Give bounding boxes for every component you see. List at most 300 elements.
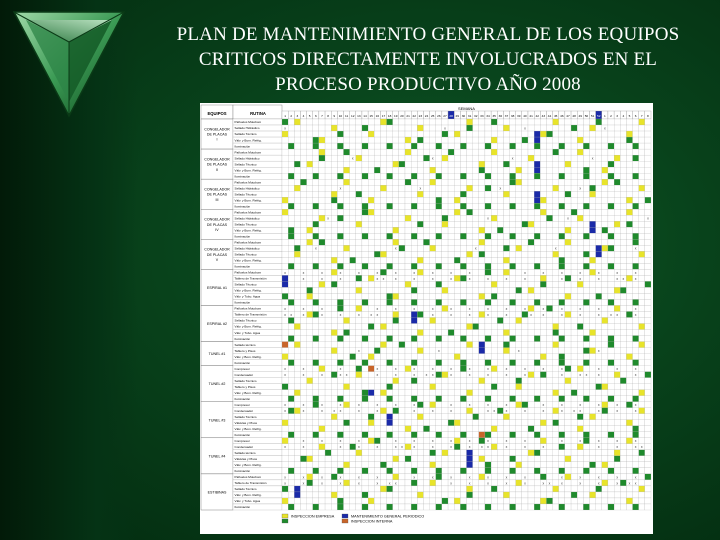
schedule-cell bbox=[362, 426, 368, 432]
schedule-cell bbox=[626, 462, 632, 468]
schedule-cell bbox=[448, 287, 454, 293]
schedule-cell bbox=[362, 167, 368, 173]
schedule-cell bbox=[307, 149, 313, 155]
schedule-cell bbox=[313, 318, 319, 324]
schedule-cell bbox=[362, 119, 368, 125]
schedule-cell bbox=[485, 239, 491, 245]
schedule-cell bbox=[522, 414, 528, 420]
schedule-cell bbox=[454, 131, 460, 137]
schedule-cell bbox=[503, 318, 509, 324]
schedule-cell bbox=[645, 131, 651, 137]
schedule-cell bbox=[565, 438, 571, 444]
schedule-cell bbox=[639, 420, 645, 426]
schedule-cell bbox=[288, 342, 294, 348]
schedule-cell bbox=[553, 348, 559, 354]
schedule-cell bbox=[485, 414, 491, 420]
schedule-cell bbox=[294, 311, 300, 317]
schedule-cell bbox=[510, 426, 516, 432]
schedule-cell bbox=[516, 408, 522, 414]
schedule-cell bbox=[430, 197, 436, 203]
schedule-cell bbox=[350, 480, 356, 486]
schedule-cell bbox=[583, 191, 589, 197]
schedule-cell bbox=[319, 432, 325, 438]
schedule-cell bbox=[313, 330, 319, 336]
schedule-cell bbox=[479, 275, 485, 281]
slide-title-line-1: PLAN DE MANTENIMIENTO GENERAL DE LOS EQUIPOS bbox=[176, 24, 680, 45]
schedule-mark: x bbox=[413, 276, 416, 281]
schedule-cell bbox=[448, 227, 454, 233]
schedule-cell bbox=[454, 173, 460, 179]
schedule-cell bbox=[356, 324, 362, 330]
schedule-cell bbox=[344, 354, 350, 360]
schedule-cell bbox=[282, 492, 288, 498]
schedule-cell bbox=[467, 197, 473, 203]
schedule-cell bbox=[300, 263, 306, 269]
schedule-cell bbox=[307, 203, 313, 209]
schedule-cell bbox=[473, 330, 479, 336]
schedule-cell bbox=[510, 414, 516, 420]
schedule-cell bbox=[423, 167, 429, 173]
schedule-mark: x bbox=[394, 246, 397, 251]
schedule-cell bbox=[620, 336, 626, 342]
schedule-cell bbox=[436, 227, 442, 233]
schedule-cell bbox=[614, 498, 620, 504]
schedule-cell bbox=[368, 468, 374, 474]
schedule-cell bbox=[485, 293, 491, 299]
schedule-cell bbox=[516, 143, 522, 149]
schedule-cell bbox=[393, 342, 399, 348]
schedule-cell bbox=[565, 456, 571, 462]
schedule-cell bbox=[313, 366, 319, 372]
schedule-cell bbox=[596, 227, 602, 233]
schedule-cell bbox=[485, 450, 491, 456]
schedule-cell bbox=[645, 438, 651, 444]
schedule-cell bbox=[590, 402, 596, 408]
schedule-mark: x bbox=[591, 156, 594, 161]
schedule-cell bbox=[479, 179, 485, 185]
schedule-cell bbox=[540, 197, 546, 203]
schedule-cell bbox=[546, 348, 552, 354]
schedule-cell bbox=[380, 125, 386, 131]
schedule-cell bbox=[565, 462, 571, 468]
schedule-cell bbox=[571, 342, 577, 348]
routine-label: Pañuelos Motobom bbox=[234, 270, 262, 275]
schedule-cell bbox=[368, 330, 374, 336]
schedule-cell bbox=[467, 354, 473, 360]
schedule-cell bbox=[350, 396, 356, 402]
schedule-cell bbox=[479, 462, 485, 468]
schedule-cell bbox=[344, 504, 350, 510]
week-number: 32 bbox=[473, 113, 478, 118]
schedule-cell bbox=[436, 143, 442, 149]
schedule-cell bbox=[362, 384, 368, 390]
schedule-cell bbox=[583, 354, 589, 360]
schedule-cell bbox=[608, 480, 614, 486]
schedule-mark: x bbox=[450, 276, 452, 281]
schedule-cell bbox=[460, 305, 466, 311]
schedule-mark: x bbox=[450, 367, 452, 372]
schedule-cell bbox=[473, 384, 479, 390]
schedule-cell bbox=[467, 293, 473, 299]
schedule-cell bbox=[282, 167, 288, 173]
schedule-cell bbox=[645, 480, 651, 486]
schedule-cell bbox=[423, 318, 429, 324]
schedule-cell bbox=[639, 305, 645, 311]
schedule-cell bbox=[393, 155, 399, 161]
schedule-cell bbox=[571, 119, 577, 125]
schedule-mark: x bbox=[376, 367, 379, 372]
schedule-cell bbox=[313, 474, 319, 480]
schedule-mark: x bbox=[431, 156, 434, 161]
schedule-cell bbox=[387, 318, 393, 324]
schedule-cell bbox=[448, 167, 454, 173]
schedule-cell bbox=[442, 227, 448, 233]
schedule-cell bbox=[417, 354, 423, 360]
schedule-cell bbox=[522, 311, 528, 317]
schedule-cell bbox=[374, 209, 380, 215]
schedule-cell bbox=[368, 209, 374, 215]
schedule-cell bbox=[423, 420, 429, 426]
schedule-cell bbox=[436, 462, 442, 468]
schedule-cell bbox=[442, 299, 448, 305]
schedule-cell bbox=[602, 366, 608, 372]
schedule-cell bbox=[430, 414, 436, 420]
schedule-cell bbox=[596, 420, 602, 426]
schedule-cell bbox=[583, 408, 589, 414]
schedule-cell bbox=[491, 143, 497, 149]
schedule-cell bbox=[362, 245, 368, 251]
schedule-cell bbox=[534, 360, 540, 366]
schedule-cell bbox=[522, 149, 528, 155]
schedule-cell bbox=[423, 336, 429, 342]
schedule-cell bbox=[645, 155, 651, 161]
schedule-cell bbox=[454, 305, 460, 311]
schedule-cell bbox=[614, 492, 620, 498]
schedule-cell bbox=[423, 456, 429, 462]
schedule-cell bbox=[344, 318, 350, 324]
schedule-cell bbox=[423, 203, 429, 209]
schedule-cell bbox=[528, 474, 534, 480]
equipment-group-name: CONGELADOR bbox=[204, 217, 230, 222]
schedule-cell bbox=[436, 155, 442, 161]
schedule-cell bbox=[282, 498, 288, 504]
routine-label: Válv. y Bom. Refrig. bbox=[234, 258, 262, 263]
schedule-cell bbox=[540, 456, 546, 462]
schedule-cell bbox=[479, 498, 485, 504]
schedule-cell bbox=[639, 263, 645, 269]
schedule-cell bbox=[374, 498, 380, 504]
schedule-mark: x bbox=[431, 439, 434, 444]
schedule-cell bbox=[325, 287, 331, 293]
schedule-cell bbox=[491, 203, 497, 209]
schedule-cell bbox=[645, 311, 651, 317]
schedule-cell bbox=[331, 390, 337, 396]
schedule-mark: x bbox=[468, 373, 471, 378]
schedule-cell bbox=[411, 197, 417, 203]
week-number: 2 bbox=[290, 113, 293, 118]
schedule-cell bbox=[620, 402, 626, 408]
schedule-mark: x bbox=[505, 306, 508, 311]
schedule-cell bbox=[645, 432, 651, 438]
schedule-cell bbox=[583, 155, 589, 161]
schedule-cell bbox=[546, 498, 552, 504]
schedule-mark: x bbox=[413, 306, 416, 311]
schedule-cell bbox=[300, 173, 306, 179]
schedule-cell bbox=[368, 215, 374, 221]
schedule-cell bbox=[614, 336, 620, 342]
schedule-cell bbox=[583, 504, 589, 510]
schedule-cell bbox=[639, 191, 645, 197]
schedule-cell bbox=[448, 131, 454, 137]
schedule-cell bbox=[583, 275, 589, 281]
schedule-cell bbox=[356, 161, 362, 167]
schedule-cell bbox=[565, 414, 571, 420]
schedule-cell bbox=[430, 149, 436, 155]
schedule-cell bbox=[294, 143, 300, 149]
schedule-cell bbox=[491, 318, 497, 324]
schedule-cell bbox=[374, 239, 380, 245]
schedule-cell bbox=[485, 432, 491, 438]
schedule-cell bbox=[583, 384, 589, 390]
schedule-cell bbox=[602, 408, 608, 414]
schedule-cell bbox=[540, 191, 546, 197]
schedule-cell bbox=[639, 378, 645, 384]
schedule-cell bbox=[337, 456, 343, 462]
schedule-cell bbox=[473, 143, 479, 149]
schedule-cell bbox=[454, 167, 460, 173]
schedule-cell bbox=[571, 492, 577, 498]
schedule-cell bbox=[436, 354, 442, 360]
schedule-cell bbox=[503, 492, 509, 498]
schedule-cell bbox=[571, 486, 577, 492]
schedule-cell bbox=[645, 408, 651, 414]
schedule-cell bbox=[344, 456, 350, 462]
schedule-cell bbox=[319, 173, 325, 179]
schedule-cell bbox=[411, 456, 417, 462]
schedule-cell bbox=[553, 185, 559, 191]
schedule-cell bbox=[417, 161, 423, 167]
schedule-cell bbox=[393, 474, 399, 480]
schedule-cell bbox=[460, 444, 466, 450]
schedule-cell bbox=[411, 396, 417, 402]
schedule-cell bbox=[393, 456, 399, 462]
schedule-cell bbox=[294, 137, 300, 143]
schedule-cell bbox=[485, 149, 491, 155]
schedule-cell bbox=[571, 143, 577, 149]
week-number: 30 bbox=[461, 113, 466, 118]
schedule-cell bbox=[442, 396, 448, 402]
schedule-cell bbox=[645, 287, 651, 293]
schedule-cell bbox=[485, 131, 491, 137]
schedule-cell bbox=[405, 360, 411, 366]
schedule-cell bbox=[460, 161, 466, 167]
schedule-cell bbox=[313, 125, 319, 131]
schedule-cell bbox=[491, 402, 497, 408]
schedule-cell bbox=[614, 233, 620, 239]
schedule-cell bbox=[337, 281, 343, 287]
schedule-cell bbox=[417, 305, 423, 311]
schedule-cell bbox=[583, 492, 589, 498]
schedule-cell bbox=[645, 390, 651, 396]
schedule-cell bbox=[387, 143, 393, 149]
schedule-cell bbox=[559, 119, 565, 125]
schedule-cell bbox=[430, 137, 436, 143]
schedule-cell bbox=[491, 125, 497, 131]
schedule-cell bbox=[546, 366, 552, 372]
schedule-cell bbox=[553, 402, 559, 408]
schedule-cell bbox=[516, 203, 522, 209]
schedule-cell bbox=[497, 215, 503, 221]
schedule-cell bbox=[417, 287, 423, 293]
schedule-cell bbox=[534, 342, 540, 348]
schedule-cell bbox=[313, 119, 319, 125]
schedule-cell bbox=[411, 330, 417, 336]
schedule-cell bbox=[546, 131, 552, 137]
schedule-cell bbox=[460, 462, 466, 468]
schedule-cell bbox=[430, 384, 436, 390]
schedule-cell bbox=[571, 239, 577, 245]
schedule-cell bbox=[626, 125, 632, 131]
schedule-cell bbox=[479, 390, 485, 396]
schedule-cell bbox=[473, 354, 479, 360]
schedule-cell bbox=[473, 287, 479, 293]
schedule-cell bbox=[442, 414, 448, 420]
schedule-cell bbox=[639, 438, 645, 444]
schedule-cell bbox=[565, 155, 571, 161]
schedule-cell bbox=[331, 342, 337, 348]
schedule-cell bbox=[313, 167, 319, 173]
schedule-cell bbox=[368, 456, 374, 462]
schedule-mark: x bbox=[376, 409, 379, 414]
schedule-cell bbox=[368, 239, 374, 245]
schedule-cell bbox=[294, 227, 300, 233]
schedule-cell bbox=[448, 348, 454, 354]
schedule-cell bbox=[479, 149, 485, 155]
schedule-cell bbox=[614, 456, 620, 462]
schedule-cell bbox=[497, 143, 503, 149]
schedule-cell bbox=[368, 155, 374, 161]
schedule-cell bbox=[313, 504, 319, 510]
schedule-cell bbox=[294, 390, 300, 396]
schedule-mark: x bbox=[616, 403, 619, 408]
schedule-cell bbox=[442, 137, 448, 143]
schedule-cell bbox=[510, 287, 516, 293]
schedule-cell bbox=[430, 348, 436, 354]
schedule-cell bbox=[325, 486, 331, 492]
schedule-cell bbox=[571, 137, 577, 143]
routine-label: Sellado Técnico bbox=[234, 132, 257, 137]
schedule-cell bbox=[393, 161, 399, 167]
schedule-cell bbox=[565, 408, 571, 414]
equipment-group-name: TUNEL #1 bbox=[208, 352, 226, 357]
schedule-cell bbox=[534, 173, 540, 179]
schedule-cell bbox=[559, 203, 565, 209]
schedule-cell bbox=[614, 486, 620, 492]
schedule-mark: x bbox=[327, 216, 329, 221]
schedule-cell bbox=[368, 119, 374, 125]
schedule-cell bbox=[300, 354, 306, 360]
schedule-cell bbox=[620, 167, 626, 173]
schedule-cell bbox=[516, 450, 522, 456]
schedule-cell bbox=[620, 360, 626, 366]
schedule-cell bbox=[399, 209, 405, 215]
schedule-cell bbox=[337, 426, 343, 432]
schedule-cell bbox=[405, 324, 411, 330]
schedule-cell bbox=[393, 263, 399, 269]
schedule-cell bbox=[405, 197, 411, 203]
schedule-cell bbox=[626, 131, 632, 137]
schedule-cell bbox=[620, 504, 626, 510]
schedule-cell bbox=[540, 275, 546, 281]
schedule-cell bbox=[559, 239, 565, 245]
schedule-cell bbox=[602, 143, 608, 149]
schedule-cell bbox=[442, 257, 448, 263]
schedule-mark: x bbox=[376, 373, 379, 378]
schedule-cell bbox=[540, 360, 546, 366]
schedule-cell bbox=[460, 239, 466, 245]
schedule-cell bbox=[411, 336, 417, 342]
schedule-cell bbox=[448, 179, 454, 185]
schedule-cell bbox=[590, 384, 596, 390]
schedule-cell bbox=[620, 155, 626, 161]
schedule-cell bbox=[626, 444, 632, 450]
schedule-cell bbox=[356, 504, 362, 510]
schedule-cell bbox=[350, 504, 356, 510]
schedule-cell bbox=[528, 191, 534, 197]
schedule-cell bbox=[436, 257, 442, 263]
schedule-cell bbox=[565, 468, 571, 474]
schedule-cell bbox=[288, 336, 294, 342]
schedule-cell bbox=[288, 438, 294, 444]
schedule-cell bbox=[473, 420, 479, 426]
schedule-cell bbox=[405, 131, 411, 137]
schedule-cell bbox=[368, 474, 374, 480]
schedule-cell bbox=[546, 486, 552, 492]
schedule-cell bbox=[626, 432, 632, 438]
schedule-cell bbox=[639, 245, 645, 251]
schedule-cell bbox=[620, 396, 626, 402]
schedule-cell bbox=[405, 221, 411, 227]
schedule-cell bbox=[319, 233, 325, 239]
schedule-cell bbox=[344, 378, 350, 384]
schedule-cell bbox=[522, 462, 528, 468]
schedule-cell bbox=[362, 414, 368, 420]
schedule-cell bbox=[540, 125, 546, 131]
schedule-cell bbox=[325, 161, 331, 167]
schedule-cell bbox=[417, 504, 423, 510]
schedule-cell bbox=[553, 354, 559, 360]
schedule-cell bbox=[614, 318, 620, 324]
schedule-mark: x bbox=[524, 445, 526, 450]
schedule-cell bbox=[608, 420, 614, 426]
schedule-cell bbox=[325, 179, 331, 185]
routine-label: Sellado Hidráulico bbox=[234, 186, 260, 191]
schedule-cell bbox=[282, 360, 288, 366]
schedule-cell bbox=[571, 324, 577, 330]
schedule-cell bbox=[448, 239, 454, 245]
schedule-cell bbox=[645, 324, 651, 330]
schedule-cell bbox=[368, 191, 374, 197]
schedule-cell bbox=[331, 197, 337, 203]
schedule-cell bbox=[503, 251, 509, 257]
schedule-cell bbox=[620, 293, 626, 299]
schedule-cell bbox=[460, 378, 466, 384]
schedule-cell bbox=[522, 360, 528, 366]
routine-label: Válv. y Bom. Refrig. bbox=[234, 390, 262, 395]
schedule-cell bbox=[319, 498, 325, 504]
schedule-cell bbox=[387, 125, 393, 131]
schedule-cell bbox=[565, 305, 571, 311]
